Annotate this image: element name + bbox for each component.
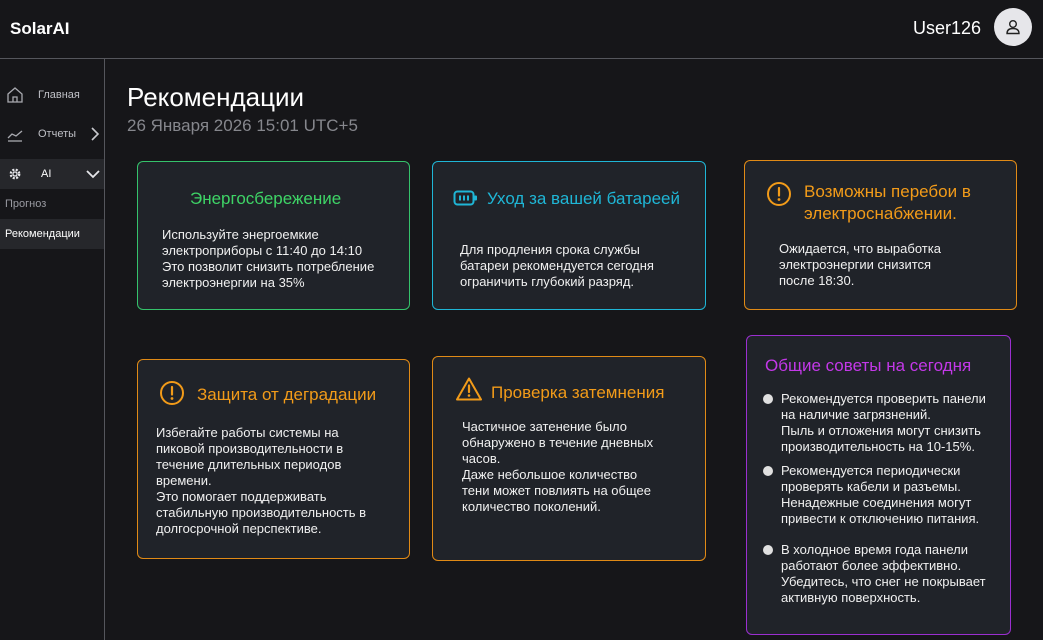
- username[interactable]: User126: [913, 18, 982, 38]
- list-item: Рекомендуется проверить панели на наличие загрязнений. Пыль и отложения могут снизить производительность на 10-15%.: [763, 391, 1008, 455]
- chevron-down-icon: [86, 169, 100, 179]
- card-text: Ожидается, что выработка электроэнергии снизится после 18:30.: [779, 241, 941, 288]
- page-title: Рекомендации: [127, 82, 305, 112]
- card-power-outage: [744, 160, 1017, 310]
- sidebar-subitem-label: Прогноз: [5, 198, 47, 210]
- card-title: Общие советы на сегодня: [765, 356, 972, 375]
- card-text: Частичное затенение было обнаружено в течение дневных часов. Даже небольшое количество тени может повлиять на общее количество поколений.: [462, 419, 654, 514]
- card-title: Энергосбережение: [190, 189, 342, 208]
- card-battery-care: [432, 161, 706, 310]
- user-icon: [1004, 18, 1022, 36]
- bullet-icon: [763, 466, 773, 476]
- list-item: В холодное время года панели работают более эффективно. Убедитесь, что снег не покрывает активную поверхность.: [763, 542, 1008, 606]
- sidebar: [0, 59, 105, 640]
- sidebar-subitem-recommendations[interactable]: [0, 219, 104, 249]
- sidebar-item-label: AI: [41, 168, 52, 180]
- card-text: Для продления срока службы батареи рекомендуется сегодня ограничить глубокий разряд.: [460, 242, 654, 289]
- card-title: Уход за вашей батареей: [487, 189, 680, 208]
- warning-triangle-icon: [455, 376, 483, 402]
- alert-circle-icon: [159, 380, 185, 406]
- sidebar-item-ai[interactable]: [0, 159, 104, 189]
- sidebar-subitem-forecast[interactable]: [0, 189, 104, 219]
- home-icon: [6, 86, 24, 104]
- bullet-icon: [763, 394, 773, 404]
- alert-circle-icon: [766, 181, 792, 207]
- card-title: Возможны перебои в электроснабжении.: [804, 182, 971, 223]
- sidebar-item-label: Главная: [38, 89, 80, 101]
- avatar[interactable]: [994, 8, 1032, 46]
- tips-list: [763, 391, 1008, 606]
- card-title: Защита от деградации: [197, 385, 377, 404]
- list-item: Рекомендуется периодически проверять кабели и разъемы. Ненадежные соединения могут привести к отключению питания.: [763, 463, 1008, 527]
- card-text: Используйте энергоемкие электроприборы с 11:40 до 14:10 Это позволит снизить потребление электроэнергии на 35%: [162, 227, 375, 290]
- battery-icon: [453, 189, 479, 207]
- sidebar-item-home[interactable]: [0, 80, 104, 110]
- card-general-tips: [746, 335, 1011, 635]
- page-date: 26 Января 2026 15:01 UTC+5: [127, 116, 358, 135]
- card-shading-check: [432, 356, 706, 561]
- top-bar: [0, 0, 1043, 59]
- sidebar-subitem-label: Рекомендации: [5, 228, 80, 240]
- sidebar-item-reports[interactable]: [0, 119, 104, 149]
- app-logo[interactable]: SolarAI: [10, 19, 70, 38]
- bullet-icon: [763, 545, 773, 555]
- card-energy-saving: [137, 161, 410, 310]
- gear-icon: [6, 165, 24, 183]
- chevron-right-icon: [90, 127, 100, 141]
- chart-line-icon: [6, 125, 24, 143]
- card-degradation: [137, 359, 410, 559]
- card-text: Избегайте работы системы на пиковой производительности в течение длительных периодов времени. Это помогает поддерживать стабильную производительность в долгосрочной перспективе.: [156, 425, 367, 536]
- sidebar-item-label: Отчеты: [38, 128, 77, 140]
- card-title: Проверка затемнения: [491, 383, 665, 402]
